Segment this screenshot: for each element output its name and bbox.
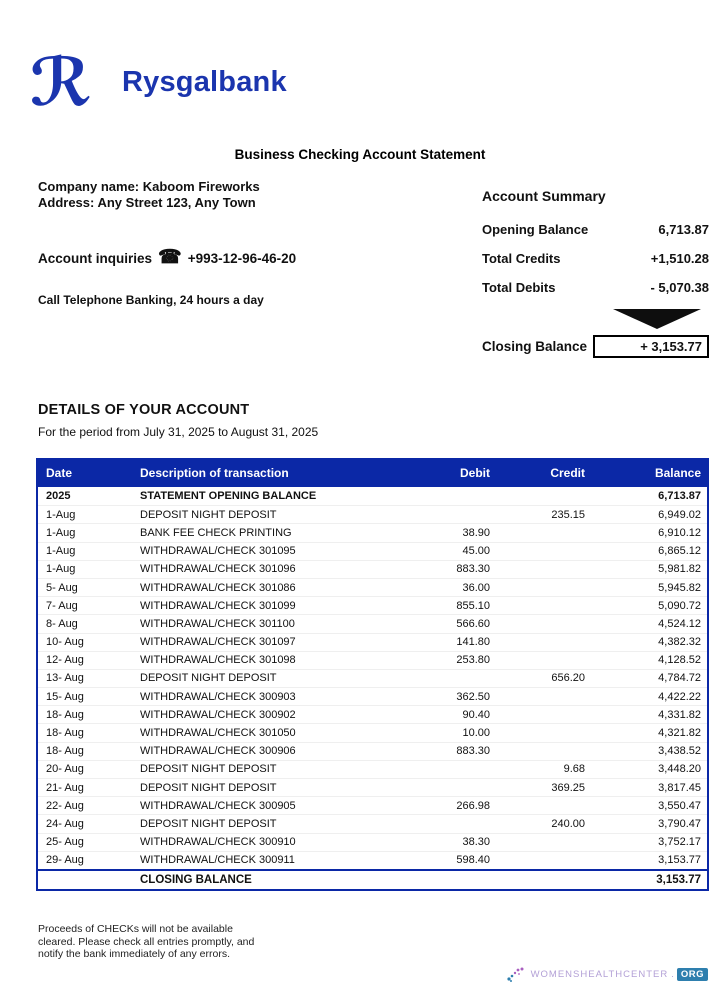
cell-balance: 4,128.52 [658,654,701,667]
cell-description: CLOSING BALANCE [140,873,252,886]
table-row [38,742,707,760]
cell-description: DEPOSIT NIGHT DEPOSIT [140,817,277,830]
cell-debit: 266.98 [456,799,490,812]
cell-description: WITHDRAWAL/CHECK 301095 [140,545,296,558]
header-debit: Debit [460,465,490,480]
cell-debit: 90.40 [462,708,490,721]
cell-credit: 656.20 [551,672,585,685]
cell-description: WITHDRAWAL/CHECK 300911 [140,854,295,867]
telephone-icon: ☎ [158,247,182,268]
cell-balance: 4,422.22 [658,690,701,703]
cell-credit: 9.68 [563,763,585,776]
table-row [38,705,707,723]
cell-balance: 3,448.20 [658,763,701,776]
cell-date: 20- Aug [46,763,84,776]
table-row [38,487,707,505]
watermark-tld-badge: ORG [677,968,708,981]
cell-description: WITHDRAWAL/CHECK 301096 [140,563,296,576]
cell-balance: 3,817.45 [658,781,701,794]
cell-description: DEPOSIT NIGHT DEPOSIT [140,781,277,794]
cell-debit: 45.00 [462,545,490,558]
cell-date: 29- Aug [46,854,84,867]
header-description: Description of transaction [140,465,289,480]
statement-title: Business Checking Account Statement [234,147,486,162]
summary-value: 6,713.87 [658,222,709,237]
cell-description: WITHDRAWAL/CHECK 301098 [140,654,296,667]
bank-logo-icon: ℛ [30,43,92,121]
footer-line: cleared. Please check all entries promptly, and [38,935,255,948]
watermark [506,965,708,983]
table-row [38,833,707,851]
table-row [38,687,707,705]
details-period: For the period from July 31, 2025 to August 31, 2025 [38,425,319,439]
cell-balance: 3,153.77 [656,873,701,886]
summary-row-total-debits [482,280,709,295]
cell-balance: 3,790.47 [658,817,701,830]
cell-date: 24- Aug [46,817,84,830]
cell-date: 18- Aug [46,708,84,721]
table-row [38,523,707,541]
address-line: Address: Any Street 123, Any Town [38,195,256,210]
cell-description: STATEMENT OPENING BALANCE [140,490,317,503]
closing-balance-row [38,869,707,889]
cell-date: 25- Aug [46,836,84,849]
watermark-dots-icon [506,965,528,983]
cell-balance: 6,713.87 [658,490,701,503]
watermark-name: WOMENSHEALTHCENTER [530,968,669,980]
summary-value: - 5,070.38 [650,280,709,295]
cell-credit: 240.00 [551,817,585,830]
cell-debit: 883.30 [456,745,490,758]
cell-description: WITHDRAWAL/CHECK 300910 [140,836,296,849]
table-row [38,542,707,560]
footer-note [38,923,254,961]
cell-date: 22- Aug [46,799,84,812]
table-row [38,560,707,578]
cell-description: WITHDRAWAL/CHECK 300905 [140,799,296,812]
cell-description: WITHDRAWAL/CHECK 301097 [140,636,296,649]
cell-balance: 4,382.32 [658,636,701,649]
table-row [38,778,707,796]
company-name-line: Company name: Kaboom Fireworks [38,179,260,194]
cell-description: WITHDRAWAL/CHECK 300906 [140,745,296,758]
cell-balance: 3,438.52 [658,745,701,758]
header-date: Date [46,465,73,480]
cell-date: 1-Aug [46,526,76,539]
table-row [38,578,707,596]
cell-balance: 3,550.47 [658,799,701,812]
closing-balance-label: Closing Balance [482,339,588,354]
cell-date: 8- Aug [46,617,78,630]
cell-debit: 36.00 [462,581,490,594]
table-header-row [38,458,707,487]
cell-date: 10- Aug [46,636,84,649]
summary-value: +1,510.28 [650,251,709,266]
cell-date: 2025 [46,490,71,503]
table-row [38,796,707,814]
cell-description: WITHDRAWAL/CHECK 300903 [140,690,296,703]
table-row [38,633,707,651]
cell-date: 15- Aug [46,690,84,703]
account-inquiries-phone: +993-12-96-46-20 [187,251,297,266]
cell-balance: 5,981.82 [658,563,701,576]
transactions-table [36,458,709,891]
telephone-banking-note: Call Telephone Banking, 24 hours a day [38,293,264,307]
cell-debit: 566.60 [456,617,490,630]
cell-debit: 362.50 [456,690,490,703]
cell-date: 18- Aug [46,745,84,758]
cell-credit: 235.15 [551,508,585,521]
cell-description: WITHDRAWAL/CHECK 301099 [140,599,296,612]
cell-balance: 4,321.82 [658,727,701,740]
cell-debit: 883.30 [456,563,490,576]
cell-balance: 4,331.82 [658,708,701,721]
details-heading: DETAILS OF YOUR ACCOUNT [38,402,250,418]
table-row [38,651,707,669]
cell-balance: 3,153.77 [658,854,701,867]
cell-date: 21- Aug [46,781,84,794]
bank-name: Rysgalbank [122,66,287,98]
down-arrow-icon [613,309,701,329]
footer-line: notify the bank immediately of any errors. [38,948,231,960]
cell-date: 12- Aug [46,654,84,667]
cell-balance: 4,524.12 [658,617,701,630]
table-row [38,723,707,741]
summary-label: Total Credits [482,251,561,266]
summary-row-closing-balance [482,335,709,358]
cell-balance: 6,949.02 [658,508,701,521]
cell-date: 13- Aug [46,672,84,685]
cell-date: 7- Aug [46,599,78,612]
cell-description: DEPOSIT NIGHT DEPOSIT [140,672,277,685]
account-inquiries [38,249,296,268]
cell-date: 1-Aug [46,508,76,521]
cell-debit: 598.40 [456,854,490,867]
table-row [38,851,707,869]
cell-description: WITHDRAWAL/CHECK 301050 [140,727,296,740]
table-row [38,596,707,614]
footer-line: Proceeds of CHECKs will not be available [38,923,233,935]
table-row [38,614,707,632]
header-credit: Credit [550,465,585,480]
cell-description: WITHDRAWAL/CHECK 300902 [140,708,296,721]
table-row [38,669,707,687]
cell-balance: 3,752.17 [658,836,701,849]
cell-description: DEPOSIT NIGHT DEPOSIT [140,508,277,521]
cell-debit: 253.80 [456,654,490,667]
cell-description: WITHDRAWAL/CHECK 301086 [140,581,296,594]
account-inquiries-label: Account inquiries [38,251,153,266]
cell-balance: 5,945.82 [658,581,701,594]
table-row [38,505,707,523]
header-balance: Balance [654,465,701,480]
cell-credit: 369.25 [551,781,585,794]
cell-description: DEPOSIT NIGHT DEPOSIT [140,763,277,776]
table-row [38,814,707,832]
summary-label: Total Debits [482,280,556,295]
watermark-separator: . [671,968,674,980]
summary-arrow-wrap [482,309,709,329]
account-summary [482,188,709,358]
cell-date: 1-Aug [46,545,76,558]
table-row [38,760,707,778]
summary-row-total-credits [482,251,709,266]
cell-balance: 6,865.12 [658,545,701,558]
account-summary-title: Account Summary [482,188,606,204]
cell-balance: 4,784.72 [658,672,701,685]
cell-description: WITHDRAWAL/CHECK 301100 [140,617,295,630]
closing-balance-value-box: + 3,153.77 [593,335,709,358]
cell-debit: 141.80 [456,636,490,649]
cell-debit: 38.30 [462,836,490,849]
transactions-body [38,487,707,869]
cell-debit: 855.10 [456,599,490,612]
summary-label: Opening Balance [482,222,589,237]
cell-date: 18- Aug [46,727,84,740]
cell-debit: 38.90 [462,526,490,539]
cell-description: BANK FEE CHECK PRINTING [140,526,292,539]
cell-balance: 5,090.72 [658,599,701,612]
cell-date: 5- Aug [46,581,78,594]
cell-balance: 6,910.12 [658,526,701,539]
cell-date: 1-Aug [46,563,76,576]
summary-row-opening-balance [482,222,709,237]
cell-debit: 10.00 [462,727,490,740]
